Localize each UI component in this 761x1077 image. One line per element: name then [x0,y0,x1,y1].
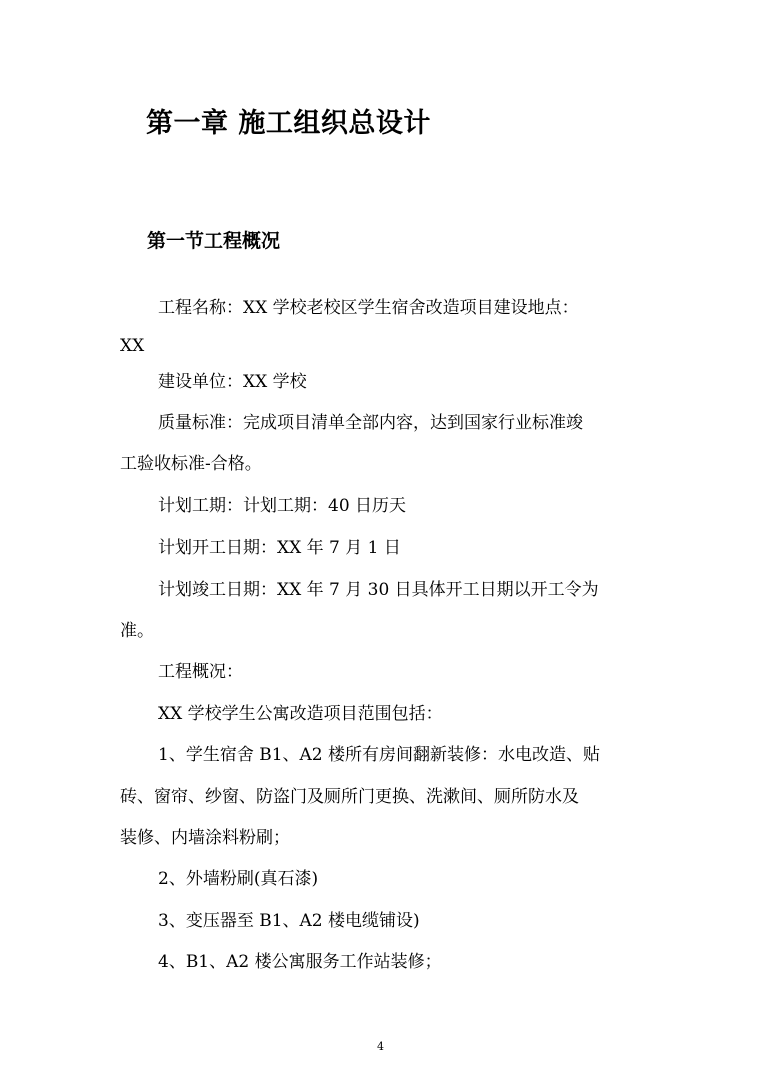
paragraph-line: 准。 [120,621,154,641]
paragraph-line: 装修、内墙涂料粉刷； [120,828,290,848]
section-title: 第一节工程概况 [147,230,281,252]
paragraph-line: 建设单位：XX 学校 [158,372,307,392]
paragraph-line: 2、外墙粉刷(真石漆) [158,869,319,889]
page-number: 4 [377,1040,384,1053]
paragraph-line: 3、变压器至 B1、A2 楼电缆铺设) [158,911,420,931]
paragraph-line: 工程概况： [158,662,243,682]
paragraph-line: XX 学校学生公寓改造项目范围包括： [158,704,443,724]
paragraph-line: 计划工期：计划工期：40 日历天 [158,496,407,516]
paragraph-line: 砖、窗帘、纱窗、防盗门及厕所门更换、洗漱间、厕所防水及 [120,787,579,807]
chapter-title: 第一章 施工组织总设计 [146,108,431,139]
paragraph-line: XX [120,336,145,356]
paragraph-line: 工验收标准-合格。 [120,454,262,474]
paragraph-line: 质量标准：完成项目清单全部内容，达到国家行业标准竣 [158,413,583,433]
paragraph-line: 工程名称：XX 学校老校区学生宿舍改造项目建设地点： [158,298,579,318]
paragraph-line: 计划开工日期：XX 年 7 月 1 日 [158,538,401,558]
paragraph-line: 1、学生宿舍 B1、A2 楼所有房间翻新装修：水电改造、贴 [158,745,601,765]
paragraph-line: 4、B1、A2 楼公寓服务工作站装修； [158,952,442,972]
paragraph-line: 计划竣工日期：XX 年 7 月 30 日具体开工日期以开工令为 [158,580,599,600]
